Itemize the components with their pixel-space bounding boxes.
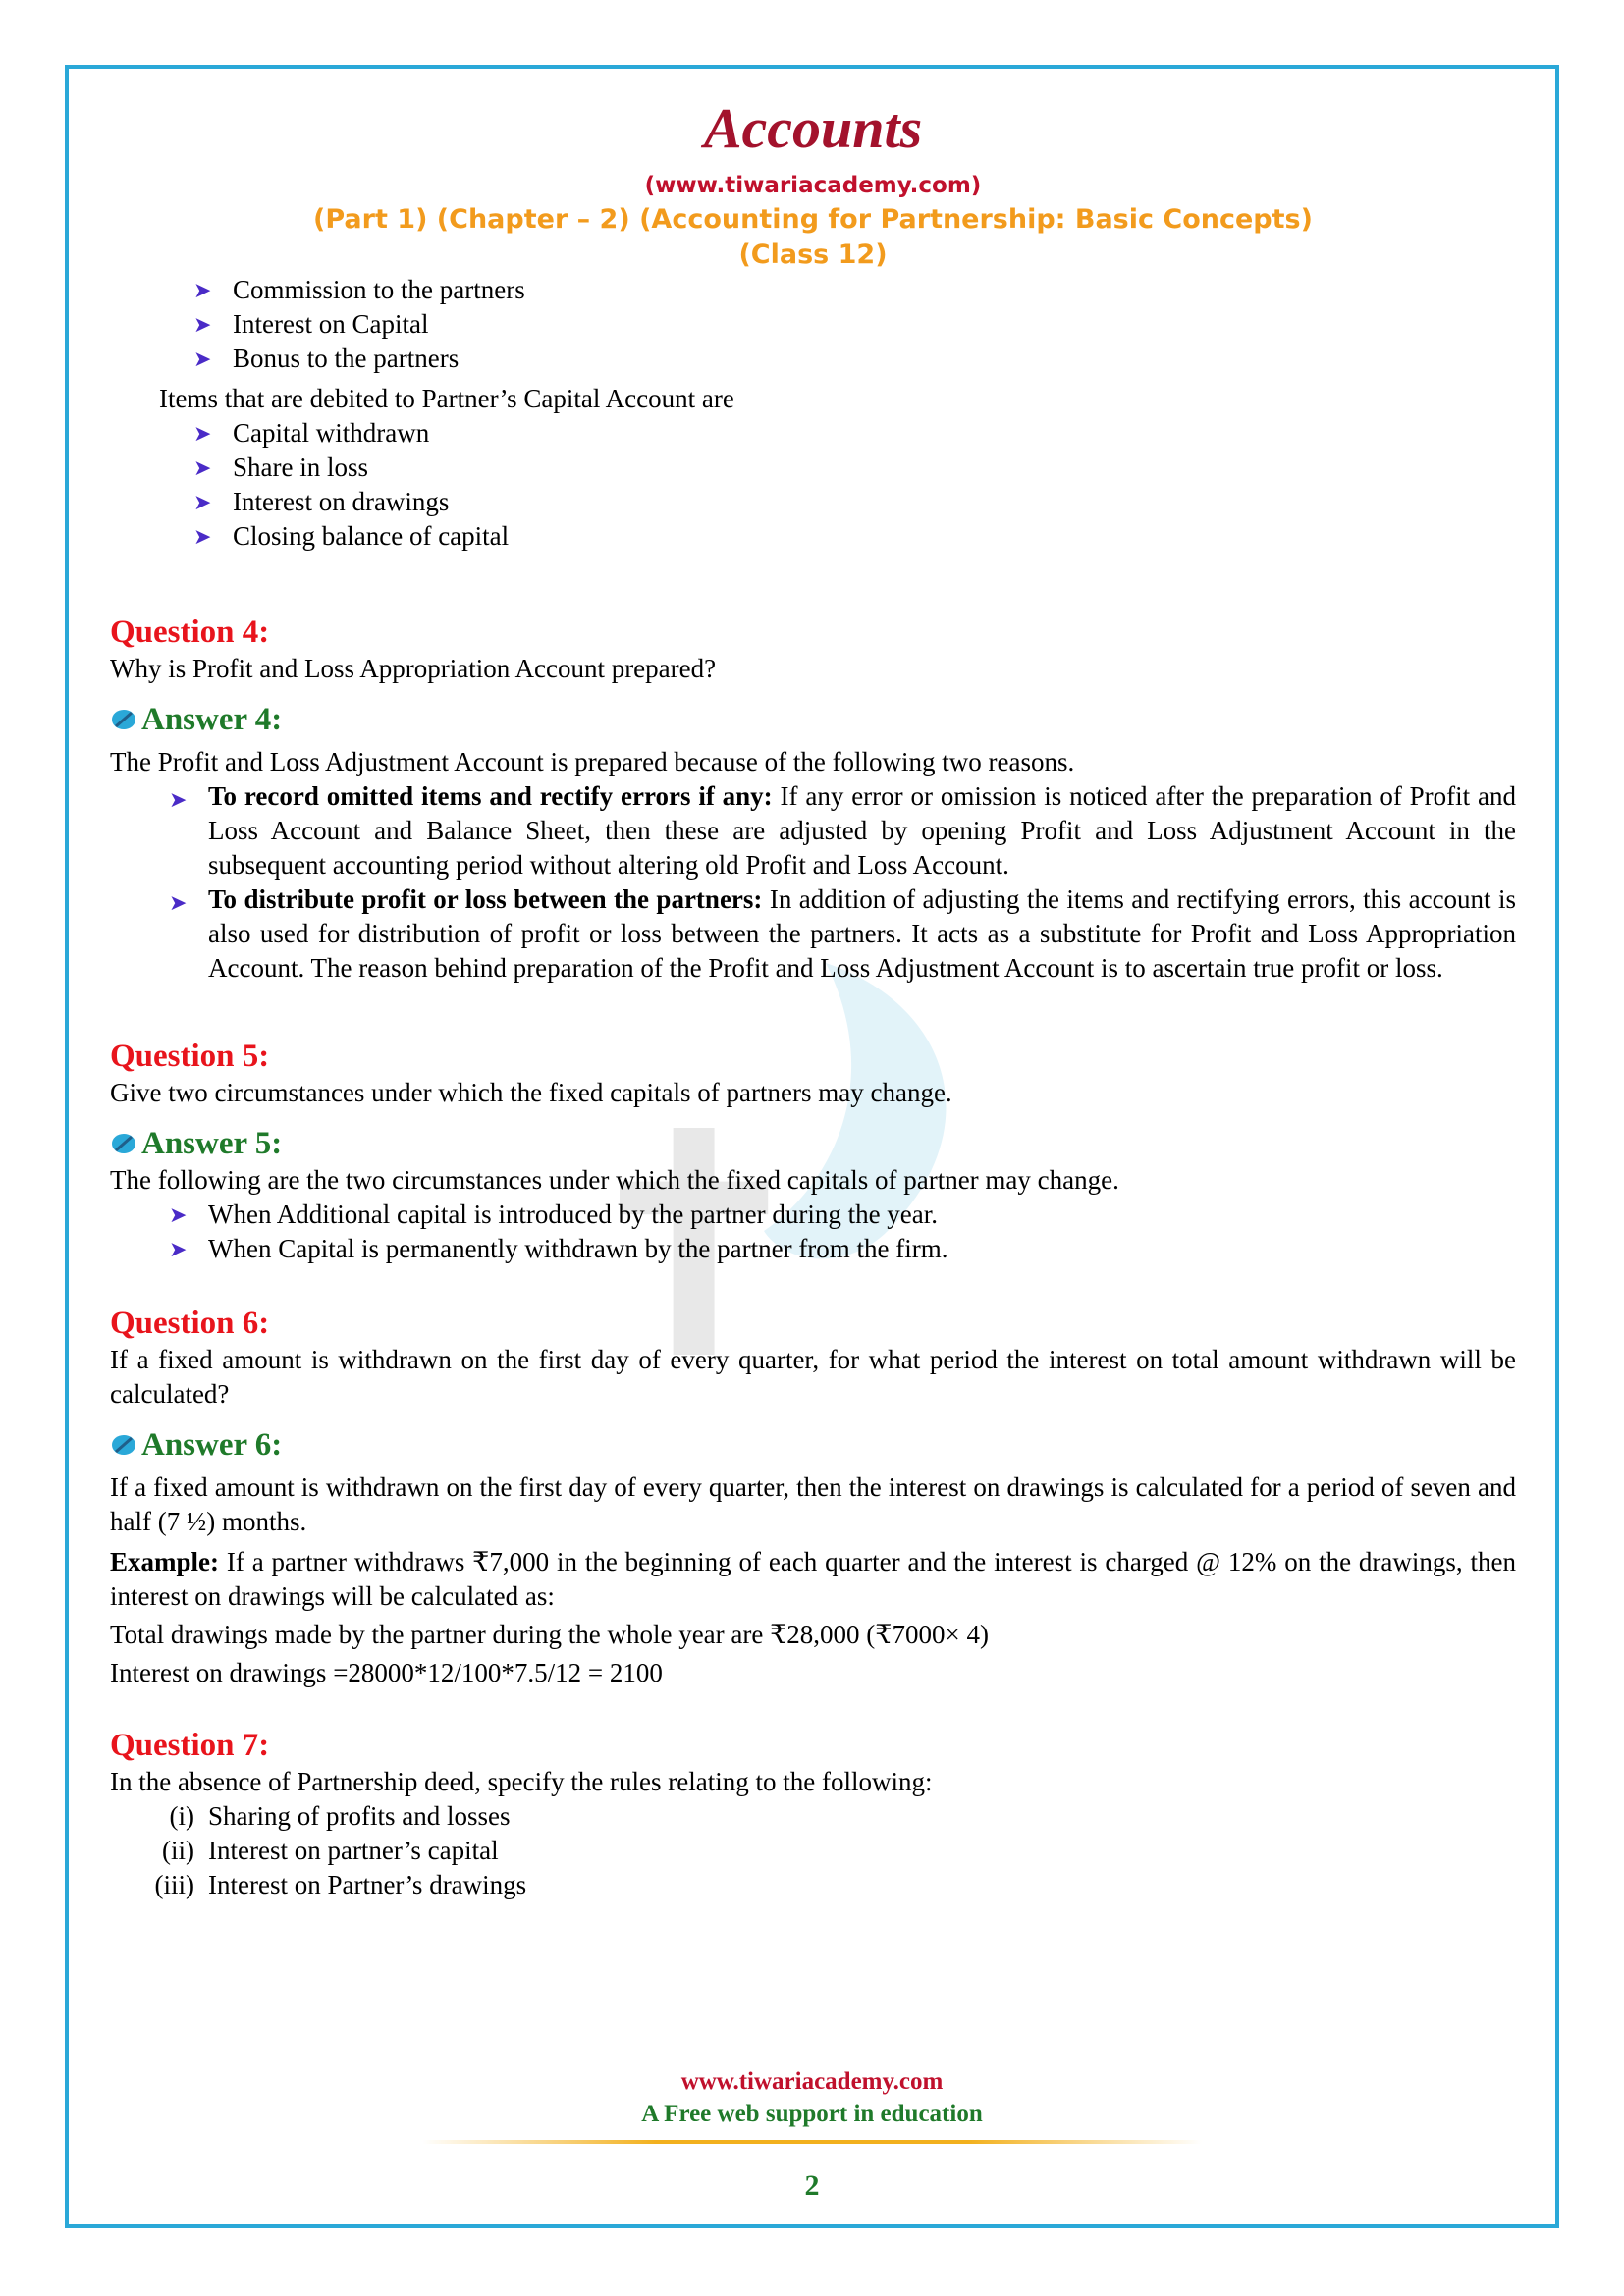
footer-divider [422, 2140, 1202, 2144]
page-title: Accounts [703, 96, 923, 160]
arrow-bullet-icon: ➤ [169, 1237, 188, 1261]
answer-4-points [110, 779, 1516, 986]
list-item: ➤ Share in loss [110, 451, 1516, 485]
arrow-bullet-icon: ➤ [193, 490, 212, 514]
footer-site-link[interactable]: www.tiwariacademy.com [680, 2068, 944, 2095]
question-7-label: Question 7: [110, 1728, 270, 1763]
list-item: ➤ To distribute profit or loss between the partners: In addition of adjusting the items and rectifying errors, this account is also used for distribution of profit or loss between the partners. It acts as a substitute for Profit and Loss Appropriation Account. The reason behind preparation of the Profit and Loss Adjustment Account is to ascertain true profit or loss. [169, 884, 1516, 983]
arrow-bullet-icon: ➤ [169, 1202, 188, 1227]
answer-4-label: Answer 4: [110, 700, 1516, 739]
question-4-text: Why is Profit and Loss Appropriation Account prepared? [110, 654, 717, 683]
arrow-bullet-icon: ➤ [193, 421, 212, 446]
credit-items-list [110, 273, 1516, 376]
question-6-text: If a fixed amount is withdrawn on the first day of every quarter, for what period the interest on total amount withdrawn will be calculated? [110, 1345, 1516, 1409]
question-6-label: Question 6: [110, 1306, 270, 1341]
question-7-items [110, 1799, 1516, 1902]
debit-items-list [110, 416, 1516, 554]
list-item: ➤ Closing balance of capital [110, 519, 1516, 554]
answer-4-intro: The Profit and Loss Adjustment Account is prepared because of the following two reasons. [110, 747, 1075, 776]
list-item: (iii) Interest on Partner’s drawings [154, 1870, 527, 1899]
arrow-bullet-icon: ➤ [169, 890, 188, 915]
list-item: ➤ Bonus to the partners [110, 342, 1516, 376]
list-item: (ii) Interest on partner’s capital [162, 1836, 499, 1865]
question-5-label: Question 5: [110, 1039, 270, 1074]
list-item: ➤ Commission to the partners [110, 273, 1516, 307]
chapter-heading: (Part 1) (Chapter – 2) (Accounting for Partnership: Basic Concepts) [313, 204, 1313, 235]
list-item: ➤ When Additional capital is introduced by the partner during the year. [110, 1198, 1516, 1232]
header-site: (www.tiwariacademy.com) [644, 173, 982, 198]
question-4-label: Question 4: [110, 614, 270, 650]
answer-6-total-drawings: Total drawings made by the partner during the whole year are ₹28,000 (₹7000× 4) [110, 1620, 989, 1649]
pen-logo-icon [110, 1432, 137, 1458]
answer-6-label: Answer 6: [110, 1425, 1516, 1465]
arrow-bullet-icon: ➤ [193, 312, 212, 337]
arrow-bullet-icon: ➤ [193, 524, 212, 549]
page-number: 2 [804, 2169, 820, 2202]
answer-5-intro: The following are the two circumstances under which the fixed capitals of partner may change. [110, 1165, 1119, 1195]
list-item: ➤ When Capital is permanently withdrawn by the partner from the firm. [110, 1232, 1516, 1266]
answer-6-text: If a fixed amount is withdrawn on the first day of every quarter, then the interest on drawings is calculated for a period of seven and half (7 ½) months. [110, 1472, 1516, 1536]
answer-6-example: Example: If a partner withdraws ₹7,000 in the beginning of each quarter and the interest is charged @ 12% on the drawings, then interest on drawings will be calculated as: [110, 1547, 1516, 1611]
footer-tagline: A Free web support in education [641, 2101, 983, 2127]
answer-6-interest-formula: Interest on drawings =28000*12/100*7.5/12 = 2100 [110, 1658, 663, 1687]
page-content [110, 98, 1516, 1902]
pen-logo-icon [110, 707, 137, 732]
pen-logo-icon [110, 1131, 137, 1156]
arrow-bullet-icon: ➤ [169, 787, 188, 812]
answer-5-label: Answer 5: [110, 1124, 1516, 1163]
list-item: ➤ Interest on Capital [110, 307, 1516, 342]
debit-heading: Items that are debited to Partner’s Capital Account are [159, 384, 734, 413]
arrow-bullet-icon: ➤ [193, 347, 212, 371]
question-7-text: In the absence of Partnership deed, specify the rules relating to the following: [110, 1767, 933, 1796]
list-item: ➤ To record omitted items and rectify errors if any: If any error or omission is noticed after the preparation of Profit and Loss Account and Balance Sheet, then these are adjusted by opening Profit and Loss Adjustment Account in the subsequent accounting period without altering old Profit and Loss Account. [169, 781, 1516, 880]
list-item: ➤ Interest on drawings [110, 485, 1516, 519]
arrow-bullet-icon: ➤ [193, 455, 212, 480]
question-5-text: Give two circumstances under which the fixed capitals of partners may change. [110, 1078, 952, 1107]
class-heading: (Class 12) [738, 240, 888, 270]
list-item: (i) Sharing of profits and losses [169, 1801, 511, 1831]
answer-5-points [110, 1198, 1516, 1266]
list-item: ➤ Capital withdrawn [110, 416, 1516, 451]
arrow-bullet-icon: ➤ [193, 278, 212, 302]
